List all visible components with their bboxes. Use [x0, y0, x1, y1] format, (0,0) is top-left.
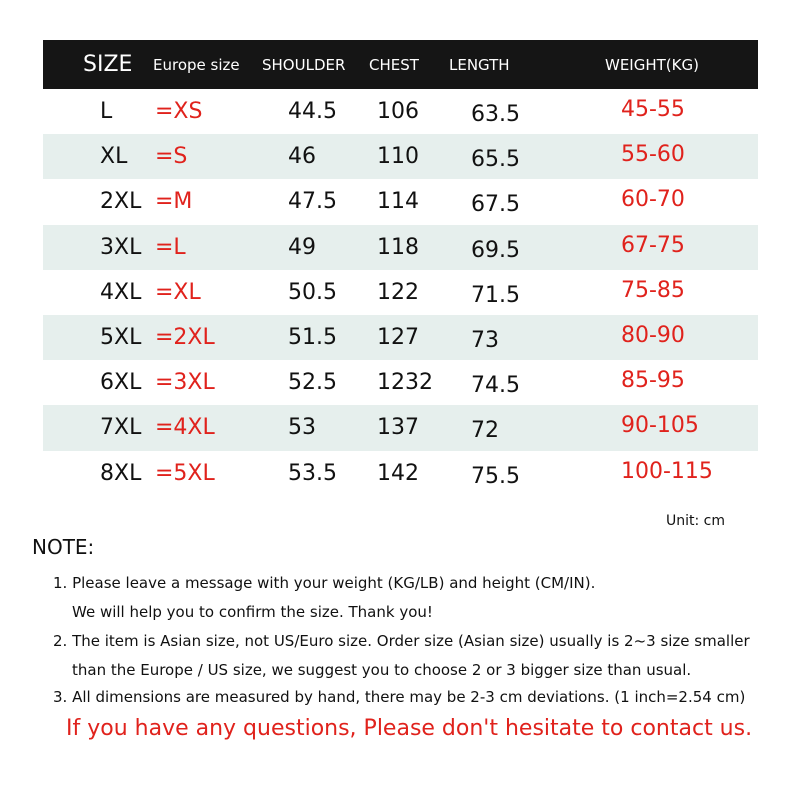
table-row: [43, 134, 758, 179]
cell-chest: 110: [377, 144, 419, 170]
table-row: [43, 179, 758, 224]
cell-chest: 137: [377, 415, 419, 441]
table-row: [43, 225, 758, 270]
cell-length: 74.5: [471, 373, 520, 399]
header-weight: WEIGHT(KG): [605, 56, 699, 74]
cell-size: 7XL: [100, 415, 142, 441]
cell-europe-size: =L: [155, 234, 186, 260]
cell-europe-size: =M: [155, 189, 193, 215]
note-line: 1. Please leave a message with your weight (KG/LB) and height (CM/IN).: [53, 574, 596, 592]
cell-weight: 85-95: [621, 368, 685, 394]
cell-europe-size: =XS: [155, 99, 203, 124]
table-row: [43, 405, 758, 450]
cell-shoulder: 51.5: [288, 324, 337, 350]
cell-length: 63.5: [471, 102, 520, 127]
header-length: LENGTH: [449, 56, 510, 74]
table-row: [43, 360, 758, 405]
cell-size: 2XL: [100, 189, 142, 215]
cell-weight: 100-115: [621, 458, 713, 484]
header-size: SIZE: [83, 52, 133, 77]
cell-europe-size: =XL: [155, 279, 201, 305]
cell-europe-size: =S: [155, 144, 188, 170]
table-row: [43, 451, 758, 496]
cell-shoulder: 52.5: [288, 370, 337, 396]
cell-length: 75.5: [471, 463, 520, 489]
cell-shoulder: 50.5: [288, 279, 337, 305]
cell-length: 72: [471, 418, 499, 444]
cell-size: 3XL: [100, 234, 142, 260]
cell-shoulder: 46: [288, 144, 316, 170]
cell-shoulder: 44.5: [288, 99, 337, 124]
cell-length: 69.5: [471, 237, 520, 263]
cell-chest: 106: [377, 99, 419, 124]
cell-shoulder: 53: [288, 415, 316, 441]
cell-weight: 80-90: [621, 322, 685, 348]
table-row: [43, 89, 758, 134]
note-line: We will help you to confirm the size. Thank you!: [72, 603, 433, 621]
cell-europe-size: =4XL: [155, 415, 215, 441]
cell-weight: 67-75: [621, 232, 685, 258]
cell-weight: 55-60: [621, 142, 685, 168]
cell-size: 6XL: [100, 370, 142, 396]
cell-chest: 142: [377, 460, 419, 486]
cell-europe-size: =2XL: [155, 324, 215, 350]
cell-shoulder: 47.5: [288, 189, 337, 215]
cell-weight: 75-85: [621, 277, 685, 303]
cell-length: 71.5: [471, 282, 520, 308]
cell-chest: 118: [377, 234, 419, 260]
size-chart-table: [43, 40, 758, 496]
cell-weight: 90-105: [621, 413, 699, 439]
header-chest: CHEST: [369, 56, 419, 74]
cell-chest: 114: [377, 189, 419, 215]
cell-length: 73: [471, 327, 499, 353]
contact-message: If you have any questions, Please don't hesitate to contact us.: [66, 716, 753, 741]
cell-size: XL: [100, 144, 128, 170]
table-row: [43, 315, 758, 360]
cell-shoulder: 49: [288, 234, 316, 260]
unit-note: Unit: cm: [666, 513, 726, 529]
note-title: NOTE:: [32, 535, 95, 559]
cell-chest: 127: [377, 324, 419, 350]
cell-length: 67.5: [471, 192, 520, 218]
cell-weight: 60-70: [621, 187, 685, 213]
table-row: [43, 270, 758, 315]
note-line: than the Europe / US size, we suggest you to choose 2 or 3 bigger size than usual.: [72, 661, 692, 679]
header-europe-size: Europe size: [153, 56, 240, 74]
cell-size: 8XL: [100, 460, 142, 486]
cell-europe-size: =3XL: [155, 370, 215, 396]
cell-chest: 122: [377, 279, 419, 305]
cell-size: 4XL: [100, 279, 142, 305]
header-shoulder: SHOULDER: [262, 56, 346, 74]
cell-chest: 1232: [377, 370, 433, 396]
cell-size: 5XL: [100, 324, 142, 350]
cell-shoulder: 53.5: [288, 460, 337, 486]
table-header-row: [43, 40, 758, 89]
cell-length: 65.5: [471, 147, 520, 173]
cell-weight: 45-55: [621, 97, 685, 122]
note-line: 2. The item is Asian size, not US/Euro size. Order size (Asian size) usually is 2~3 size smaller: [53, 632, 750, 650]
note-line: 3. All dimensions are measured by hand, there may be 2-3 cm deviations. (1 inch=2.54 cm): [53, 688, 746, 706]
cell-europe-size: =5XL: [155, 460, 215, 486]
cell-size: L: [100, 99, 113, 124]
